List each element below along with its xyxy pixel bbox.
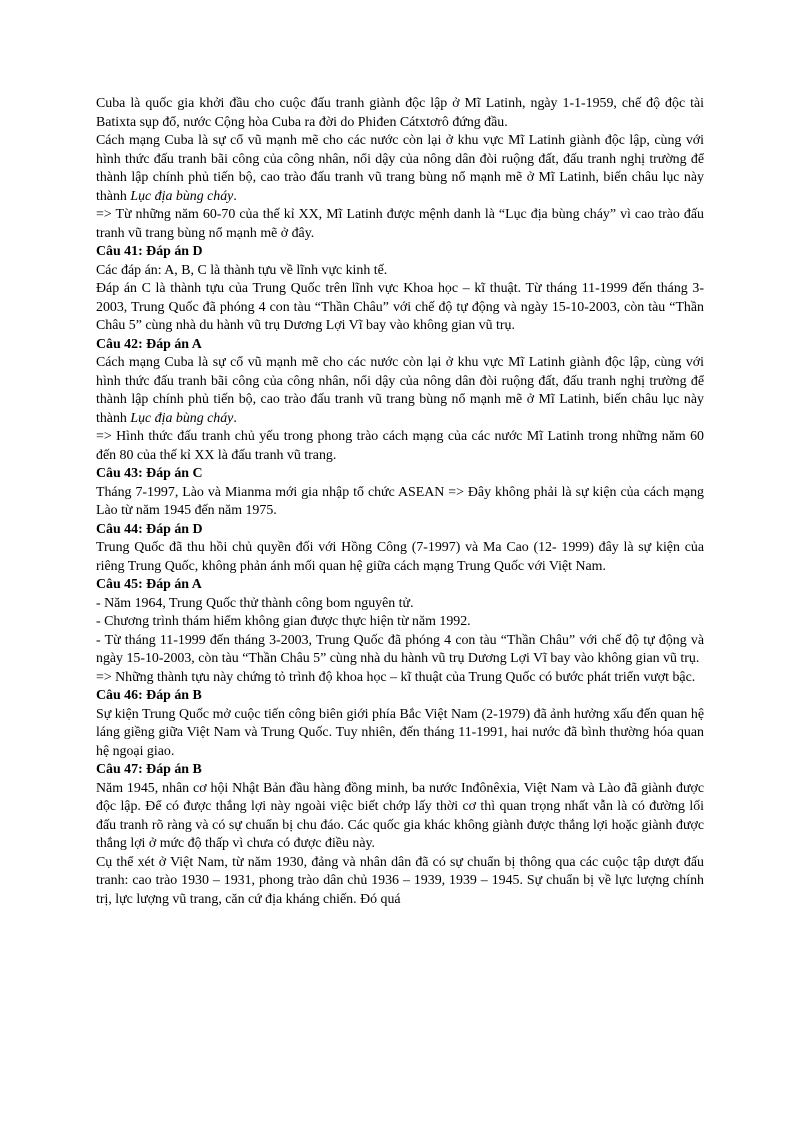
- emphasis: Lục địa bùng cháy: [130, 188, 234, 204]
- paragraph: => Những thành tựu này chứng tỏ trình độ khoa học – kĩ thuật của Trung Quốc có bước phát triển vượt bậc.: [96, 669, 696, 685]
- paragraph: Trung Quốc đã thu hồi chủ quyền đối với Hồng Công (7-1997) và Ma Cao (12- 1999) đây là sự kiện của riêng Trung Quốc, không phản ánh mối quan hệ giữa cách mạng Trung Quốc với Việt Nam.: [96, 540, 704, 574]
- paragraph: Sự kiện Trung Quốc mở cuộc tiến công biên giới phía Bắc Việt Nam (2-1979) đã ảnh hưởng xấu đến quan hệ láng giềng giữa Việt Nam và Trung Quốc. Tuy nhiên, đến tháng 11-1991, hai nước đã bình thường hóa quan hệ ngoại giao.: [96, 706, 704, 759]
- paragraph: Cuba là quốc gia khởi đầu cho cuộc đấu tranh giành độc lập ở Mĩ Latinh, ngày 1-1-1959, chế độ độc tài Batixta sụp đổ, nước Cộng hòa Cuba ra đời do Phiđen Cátxtơrô đứng đầu.: [96, 96, 704, 130]
- paragraph: - Chương trình thám hiểm không gian được thực hiện từ năm 1992.: [96, 614, 471, 629]
- paragraph: Năm 1945, nhân cơ hội Nhật Bản đầu hàng đồng minh, ba nước Inđônêxia, Việt Nam và Lào đã giành được độc lập. Để có được thắng lợi này ngoài việc biết chớp lấy thời cơ thì quan trọng nhất vẫn là có đường lối đấu tranh rõ ràng và có sự chuẩn bị chu đáo. Các quốc gia khác không giành được thắng lợi hoặc giành được thắng lợi ở mức độ thấp vì chưa có được điều này.: [96, 780, 704, 851]
- question-heading: Câu 45: Đáp án A: [96, 577, 202, 592]
- paragraph: => Hình thức đấu tranh chủ yếu trong phong trào cách mạng của các nước Mĩ Latinh trong những năm 60 đến 80 của thế kỉ XX là đấu tranh vũ trang.: [96, 429, 704, 463]
- question-heading: Câu 41: Đáp án D: [96, 244, 203, 259]
- paragraph: Cụ thể xét ở Việt Nam, từ năm 1930, đảng và nhân dân đã có sự chuẩn bị thông qua các cuộc tập dượt đấu tranh: cao trào 1930 – 1931, phong trào dân chủ 1936 – 1939, 1939 – 1945. Sự chuẩn bị về lực lượng chính trị, lực lượng vũ trang, căn cứ địa kháng chiến. Đó quá: [96, 854, 704, 907]
- paragraph: Cách mạng Cuba là sự cổ vũ mạnh mẽ cho các nước còn lại ở khu vực Mĩ Latinh giành độc lập, cùng với hình thức đấu tranh bãi công của công nhân, nổi dậy của nông dân đòi ruộng đất, đấu tranh nghị trường để thành lập chính phủ tiến bộ, cao trào đấu tranh vũ trang bùng nổ mạnh mẽ ở Mĩ Latinh, biến châu lục này thành Lục địa bùng cháy.: [96, 355, 704, 426]
- paragraph: Cách mạng Cuba là sự cổ vũ mạnh mẽ cho các nước còn lại ở khu vực Mĩ Latinh giành độc lập, cùng với hình thức đấu tranh bãi công của công nhân, nổi dậy của nông dân đòi ruộng đất, đấu tranh nghị trường để thành lập chính phủ tiến bộ, cao trào đấu tranh vũ trang bùng nổ mạnh mẽ ở Mĩ Latinh, biến châu lục này thành Lục địa bùng cháy.: [96, 133, 704, 204]
- paragraph: - Năm 1964, Trung Quốc thử thành công bom nguyên tử.: [96, 595, 414, 611]
- question-heading: Câu 43: Đáp án C: [96, 466, 203, 481]
- paragraph: Đáp án C là thành tựu của Trung Quốc trên lĩnh vực Khoa học – kĩ thuật. Từ tháng 11-1999 đến tháng 3-2003, Trung Quốc đã phóng 4 con tàu “Thần Châu” với chế độ tự động và ngày 15-10-2003, còn tàu “Thần Châu 5” cùng nhà du hành vũ trụ Dương Lợi Vĩ bay vào không gian vũ trụ.: [96, 281, 704, 333]
- question-heading: Câu 46: Đáp án B: [96, 688, 202, 703]
- paragraph: - Từ tháng 11-1999 đến tháng 3-2003, Trung Quốc đã phóng 4 con tàu “Thần Châu” với chế độ tự động và ngày 15-10-2003, còn tàu “Thần Châu 5” cùng nhà du hành vũ trụ Dương Lợi Vĩ bay vào không gian vũ trụ.: [96, 632, 704, 666]
- paragraph: Tháng 7-1997, Lào và Mianma mới gia nhập tổ chức ASEAN => Đây không phải là sự kiện của cách mạng Lào từ năm 1945 đến năm 1975.: [96, 484, 704, 518]
- paragraph: Các đáp án: A, B, C là thành tựu về lĩnh vực kinh tế.: [96, 262, 388, 278]
- paragraph: => Từ những năm 60-70 của thế kỉ XX, Mĩ Latinh được mệnh danh là “Lục địa bùng cháy” vì cao trào đấu tranh vũ trang bùng nổ mạnh mẽ ở đây.: [96, 207, 704, 241]
- document-body: [96, 95, 704, 909]
- question-heading: Câu 42: Đáp án A: [96, 336, 202, 352]
- emphasis: Lục địa bùng cháy: [130, 410, 234, 426]
- question-heading: Câu 47: Đáp án B: [96, 762, 202, 777]
- question-heading: Câu 44: Đáp án D: [96, 521, 203, 537]
